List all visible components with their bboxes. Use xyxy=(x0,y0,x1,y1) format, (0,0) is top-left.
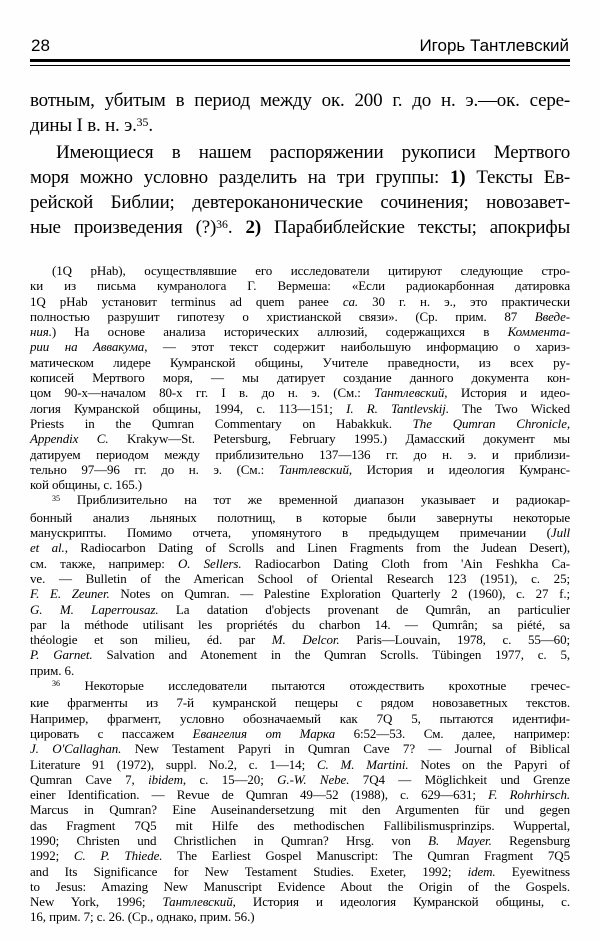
footnote-line: 16, прим. 7; с. 26. (Ср., однако, прим. 56.) xyxy=(30,909,255,925)
footnote-line: датируем периодом между приблизительно 137—136 гг. до н. э. и приблизи- xyxy=(30,446,570,462)
footnote-line: Например, фрагмент, условно обозначаемый как 7Q 5, пытаются идентифи- xyxy=(30,710,570,726)
text-line: Имеющиеся в нашем распоряжении рукописи Мертвого xyxy=(56,142,570,163)
footnote-line: and Its Significance for New Testament Studies. Exeter, 1992; idem. Eyewitness xyxy=(30,863,570,879)
footnotes-block xyxy=(30,263,570,925)
footnote-line: $^{35}$ Приблизительно на тот же временной диапазон указывает и радиокар- xyxy=(52,492,570,508)
footnote-line: Priests in the Qumran Commentary on Habakkuk. The Qumran Chronicle, xyxy=(30,415,571,431)
footnote-line: P. Garnet. Salvation and Atonement in the Qumran Scrolls. Tübingen 1977, c. 5, xyxy=(30,647,570,663)
footnote-line: цом 90-х—началом 80-х гг. I в. до н. э. (См.: Тантлевский, История и идео- xyxy=(30,385,570,401)
text-line: ные произведения (?)$^{36}$. 2) Парабиблейские тексты; апокрифы xyxy=(30,217,571,238)
footnote-line: F. E. Zeuner. Notes on Qumran. — Palestine Exploration Quarterly 2 (1960), c. 27 f.; xyxy=(30,586,570,602)
footnote-line: ve. — Bulletin of the American School of Oriental Research 123 (1951), c. 25; xyxy=(30,570,570,586)
footnote-line: Qumran Cave 7, ibidem, c. 15—20; G.-W. Nebe. 7Q4 — Möglichkeit und Grenze xyxy=(30,771,571,787)
footnote-line: to Jesus: Amazing New Manuscript Evidence About the Origin of the Gospels. xyxy=(30,878,570,894)
footnote-line: par la méthode utilisant les propriétés du charbon 14. — Qumrân; sa piété, sa xyxy=(30,616,570,632)
footnote-line: прим. 6. xyxy=(30,662,75,678)
page-header xyxy=(30,36,570,59)
text-line: вотным, убитым в период между ок. 200 г. до н. э.—ок. сере- xyxy=(30,90,570,111)
footnote-line: New York, 1996; Тантлевский, История и идеология Кумранской общины, с. xyxy=(30,894,570,910)
footnote-line: G. M. Laperrousaz. La datation d'objects provenant de Qumrân, an particulier xyxy=(30,601,571,617)
main-text xyxy=(30,88,570,242)
footnote-line: см. также, например: O. Sellers. Radiocarbon Dating Cloth from 'Ain Feshkha Ca- xyxy=(30,555,571,571)
text-line: моря можно условно разделить на три группы: 1) Тексты Ев- xyxy=(30,167,571,188)
footnote-line: ния.) На основе анализа исторических аллюзий, содержащихся в Коммента- xyxy=(30,324,570,340)
footnote-line: (1Q pHab), осуществлявшие его исследователи цитируют следующие стро- xyxy=(52,263,570,278)
footnote-line: полностью разрушит гипотезу о христианской связи». (Ср. прим. 87 Введе- xyxy=(30,308,570,324)
footnote-line: J. O'Callaghan. New Testament Papyri in Qumran Cave 7? — Journal of Biblical xyxy=(30,741,570,757)
page-number: 28 xyxy=(31,36,50,55)
footnote-line: das Fragment 7Q5 mit Hilfe des methodischen Fallibilismusprinzips. Wuppertal, xyxy=(30,817,570,833)
footnote-line: кописей Мертвого моря, — мы датирует создание данного документа кон- xyxy=(30,370,570,386)
footnote-line: théologie et son milieu, éd. par M. Delcor. Paris—Louvain, 1978, c. 55—60; xyxy=(30,632,570,648)
footnote-line: манускрипты. Помимо отчета, упомянутого в предыдущем примечании (Jull xyxy=(30,525,570,541)
footnote-line: $^{36}$ Некоторые исследователи пытаются отождествить крохотные гречес- xyxy=(52,678,570,694)
footnote-line: et al., Radiocarbon Dating of Scrolls and Linen Fragments from the Judean Desert), xyxy=(30,540,570,556)
footnote-line: Appendix C. Krakyw—St. Petersburg, February 1995.) Дамасский документ мы xyxy=(30,431,570,447)
footnote-line: Literature 91 (1972), suppl. No.2, c. 1—14; C. M. Martini. Notes on the Papyri of xyxy=(30,756,570,772)
footnote-line: 1992; C. P. Thiede. The Earliest Gospel Manuscript: The Qumran Fragment 7Q5 xyxy=(30,848,570,864)
text-line: рейской Библии; девтероканонические сочинения; новозавет- xyxy=(30,192,570,213)
footnote-line: логия Кумранской общины, 1994, с. 113—151; I. R. Tantlevskij. The Two Wicked xyxy=(30,400,570,416)
footnote-line: кой общины, с. 165.) xyxy=(30,477,142,493)
footnote-line: рии на Аввакума, — этот текст содержит наибольшую информацию о хариз- xyxy=(30,339,570,355)
header-rule xyxy=(30,59,570,66)
footnote-line: 1990; Christen und Christlichen in Qumran? Hrsg. von B. Mayer. Regensburg xyxy=(30,832,571,848)
footnote-line: 1Q pHab установит terminus ad quem ранее ca. 30 г. н. э., это практически xyxy=(30,293,570,309)
footnote-line: матическом лидере Кумранской общины, Учителе праведности, из всех ру- xyxy=(30,354,570,370)
running-head: Игорь Тантлевский xyxy=(419,36,569,55)
footnote-line: кие фрагменты из 7-й кумранской пещеры с рядом новозаветных текстов. xyxy=(30,695,570,711)
footnote-line: бонный анализ льняных полотнищ, в которые были завернуты некоторые xyxy=(30,509,570,525)
footnote-line: einer Identification. — Revue de Qumran 49—52 (1988), c. 629—631; F. Rohrhirsch. xyxy=(30,787,570,803)
footnote-line: цировать с пассажем Евангелия от Марка 6:52—53. См. далее, например: xyxy=(30,725,570,741)
text-line: дины I в. н. э.$^{35}$. xyxy=(30,115,153,136)
footnote-line: Marcus in Qumran? Eine Auseinandersetzung mit den Argumenten für und gegen xyxy=(30,802,570,818)
footnote-line: ки из письма кумранолога Г. Вермеша: «Если радиокарбонная датировка xyxy=(30,278,570,294)
footnote-line: тельно 97—96 гг. до н. э. (См.: Тантлевский, История и идеология Кумранс- xyxy=(30,461,571,477)
